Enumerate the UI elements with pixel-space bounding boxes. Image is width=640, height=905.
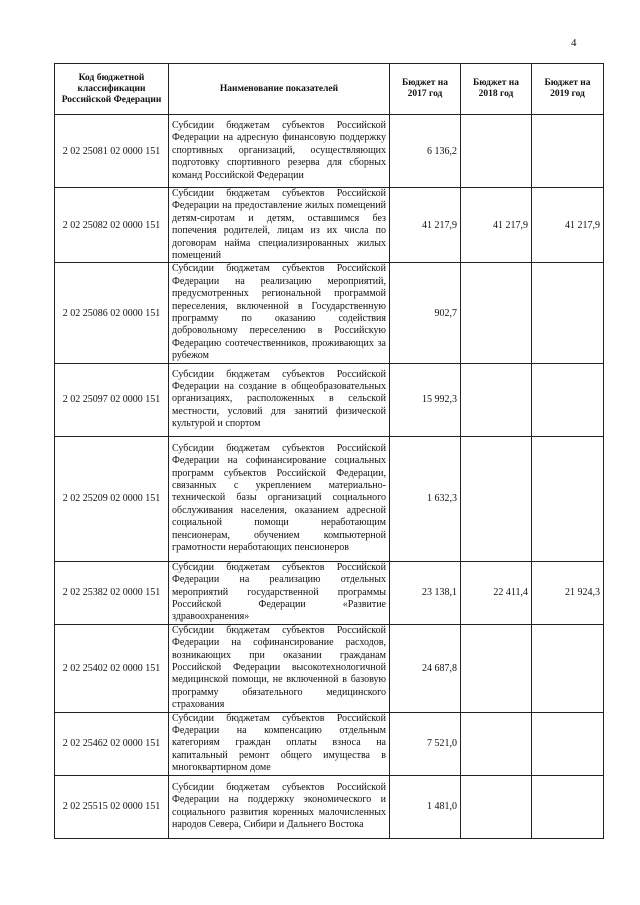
row-budget-2019 xyxy=(532,363,604,436)
row-budget-2017: 15 992,3 xyxy=(390,363,461,436)
row-budget-2018 xyxy=(461,115,532,188)
row-name: Субсидии бюджетам субъектов Российской Федерации на адресную финансовую поддержку спортивных организаций, осуществляющих подготовку спортивного резерва для сборных команд Российской Федерации xyxy=(169,115,390,188)
row-name: Субсидии бюджетам субъектов Российской Федерации на софинансирование социальных программ субъектов Российской Федерации, связанных с укреплением материально-технической базы организаций социального обслуживания населения, оказанием адресной социальной помощи неработающим пенсионерам, обучением компьютерной грамотности неработающих пенсионеров xyxy=(169,436,390,561)
row-budget-2017: 7 521,0 xyxy=(390,712,461,775)
row-name: Субсидии бюджетам субъектов Российской Федерации на реализацию отдельных мероприятий государственной программы Российской Федерации «Развитие здравоохранения» xyxy=(169,561,390,624)
table-row xyxy=(55,188,604,263)
row-budget-2018: 41 217,9 xyxy=(461,188,532,263)
row-budget-2018 xyxy=(461,436,532,561)
row-budget-2017: 41 217,9 xyxy=(390,188,461,263)
row-budget-2018 xyxy=(461,712,532,775)
table-row xyxy=(55,624,604,712)
table-row xyxy=(55,561,604,624)
row-budget-2018 xyxy=(461,775,532,838)
table-row xyxy=(55,712,604,775)
row-budget-2017: 6 136,2 xyxy=(390,115,461,188)
table-row xyxy=(55,436,604,561)
row-code: 2 02 25081 02 0000 151 xyxy=(55,115,169,188)
row-code: 2 02 25402 02 0000 151 xyxy=(55,624,169,712)
row-budget-2019: 41 217,9 xyxy=(532,188,604,263)
table-row xyxy=(55,263,604,363)
budget-table xyxy=(54,63,604,839)
row-budget-2018 xyxy=(461,363,532,436)
row-budget-2017: 902,7 xyxy=(390,263,461,363)
row-name: Субсидии бюджетам субъектов Российской Федерации на поддержку экономического и социального развития коренных малочисленных народов Севера, Сибири и Дальнего Востока xyxy=(169,775,390,838)
table-row xyxy=(55,775,604,838)
row-name: Субсидии бюджетам субъектов Российской Федерации на создание в общеобразовательных организациях, расположенных в сельской местности, условий для занятий физической культурой и спортом xyxy=(169,363,390,436)
row-budget-2018: 22 411,4 xyxy=(461,561,532,624)
row-budget-2017: 1 632,3 xyxy=(390,436,461,561)
row-name: Субсидии бюджетам субъектов Российской Федерации на софинансирование расходов, возникающих при оказании гражданам Российской Федерации высокотехнологичной медицинской помощи, не включенной в базовую программу обязательного медицинского страхования xyxy=(169,624,390,712)
row-budget-2019: 21 924,3 xyxy=(532,561,604,624)
row-budget-2019 xyxy=(532,115,604,188)
row-code: 2 02 25086 02 0000 151 xyxy=(55,263,169,363)
row-name: Субсидии бюджетам субъектов Российской Федерации на реализацию мероприятий, предусмотренных региональной программой переселения, включенной в Государственную программу по оказанию содействия добровольному переселению в Российскую Федерацию соотечественников, проживающих за рубежом xyxy=(169,263,390,363)
page-number: 4 xyxy=(571,37,577,49)
row-budget-2019 xyxy=(532,775,604,838)
table-header-row xyxy=(55,64,604,115)
row-budget-2019 xyxy=(532,712,604,775)
table-row xyxy=(55,115,604,188)
row-name: Субсидии бюджетам субъектов Российской Федерации на предоставление жилых помещений детям-сиротам и детям, оставшимся без попечения родителей, лицам из их числа по договорам найма специализированных жилых помещений xyxy=(169,188,390,263)
row-budget-2019 xyxy=(532,436,604,561)
row-code: 2 02 25462 02 0000 151 xyxy=(55,712,169,775)
row-code: 2 02 25209 02 0000 151 xyxy=(55,436,169,561)
header-budget-2019: Бюджет на 2019 год xyxy=(532,64,604,115)
row-budget-2017: 24 687,8 xyxy=(390,624,461,712)
row-budget-2019 xyxy=(532,263,604,363)
header-budget-2018: Бюджет на 2018 год xyxy=(461,64,532,115)
header-code: Код бюджетной классификации Российской Федерации xyxy=(55,64,169,115)
row-name: Субсидии бюджетам субъектов Российской Федерации на компенсацию отдельным категориям граждан оплаты взноса на капитальный ремонт общего имущества в многоквартирном доме xyxy=(169,712,390,775)
row-budget-2017: 1 481,0 xyxy=(390,775,461,838)
row-budget-2019 xyxy=(532,624,604,712)
row-budget-2017: 23 138,1 xyxy=(390,561,461,624)
table-row xyxy=(55,363,604,436)
row-code: 2 02 25382 02 0000 151 xyxy=(55,561,169,624)
row-code: 2 02 25515 02 0000 151 xyxy=(55,775,169,838)
row-budget-2018 xyxy=(461,263,532,363)
row-budget-2018 xyxy=(461,624,532,712)
row-code: 2 02 25082 02 0000 151 xyxy=(55,188,169,263)
row-code: 2 02 25097 02 0000 151 xyxy=(55,363,169,436)
header-budget-2017: Бюджет на 2017 год xyxy=(390,64,461,115)
header-name: Наименование показателей xyxy=(169,64,390,115)
